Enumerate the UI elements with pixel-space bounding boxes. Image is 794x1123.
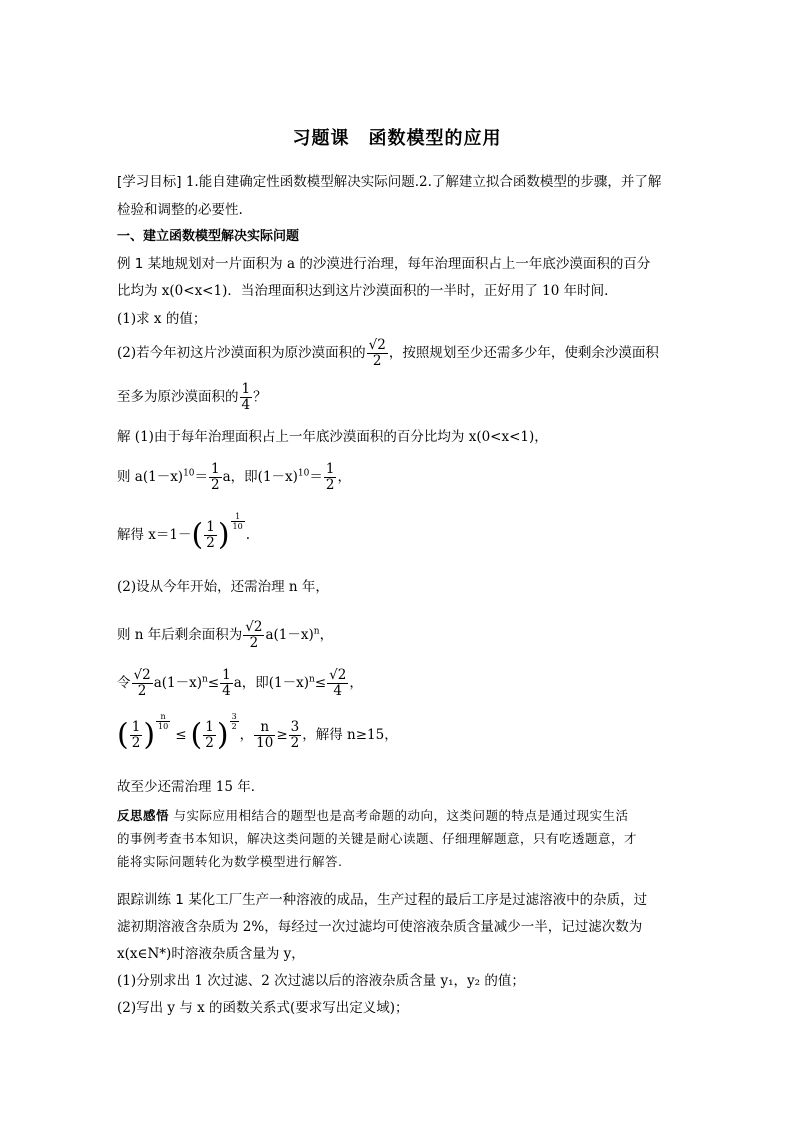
example-1-line-2: 比均为 x(0<x<1)．当治理面积达到这片沙漠面积的一半时，正好用了 10 年时间. [117,283,609,299]
exponent-10: 10 [297,468,310,479]
fraction-root2-over-2 [132,668,153,699]
solution-line-1 [117,428,548,446]
leq-sign: ≤ [314,675,327,691]
period: . [245,527,251,543]
fraction-root2-over-2 [243,620,264,651]
learning-goals-line-1 [117,173,661,191]
fraction-denominator: 2 [131,735,141,751]
reflection-line-2: 的事例考查书本知识，解决这类问题的关键是耐心读题、仔细理解题意，只有吃透题意，才 [117,831,638,846]
fraction-numerator: 3 [231,711,237,721]
fraction-numerator: 3 [290,719,300,735]
practice-1-label: 跟踪训练 1 [117,892,184,908]
solution-text-6a: 令 [117,675,131,691]
comma: ， [239,727,254,743]
fraction-numerator: n [156,712,170,722]
fraction-numerator: 1 [241,381,251,397]
practice-1-line-3: x(x∈N*)时溶液杂质含量为 y， [117,946,305,962]
comma: ， [319,627,334,643]
exponent-n-over-10 [156,712,170,731]
question-2-text-c: 至多为原沙漠面积的 [117,389,239,405]
exponent-1-over-10 [231,512,245,531]
fraction-1-over-4 [220,668,233,699]
geq-sign: ≥ [276,727,288,743]
fraction-denominator: 2 [206,535,215,551]
fraction-denominator: 10 [158,721,169,731]
solution-line-6 [117,668,363,699]
fraction-root2-over-4 [327,668,348,699]
reflection-block [117,804,677,873]
fraction-denominator: 2 [137,683,147,699]
reflection-line-1 [117,804,677,827]
fraction-1-over-2 [209,462,222,493]
fraction-1-over-2 [130,720,143,751]
section-heading-1: 一、建立函数模型解决实际问题 [117,229,300,244]
fraction-numerator: 1 [222,667,231,683]
solution-line-2 [117,462,351,493]
question-2-text-b: ，按照规划至少还需多少年，使剩余沙漠面积 [388,345,659,361]
practice-1-line-1 [117,891,647,909]
left-paren: ( [117,717,129,753]
fraction-3-over-2 [289,720,302,751]
practice-1-text-1: 某化工厂生产一种溶液的成品，生产过程的最后工序是过滤溶液中的杂质，过 [188,892,648,908]
right-paren: ) [143,717,156,753]
fraction-denominator: 2 [290,735,300,751]
example-1-line-1 [117,255,650,273]
leq-sign: ≤ [175,727,187,743]
fraction-numerator: 1 [205,719,214,735]
fraction-denominator: 4 [333,683,342,699]
fraction-numerator: 1 [231,512,245,522]
fraction-denominator: 4 [222,683,231,699]
page-title: 习题课 函数模型的应用 [292,128,502,149]
fraction-denominator: 10 [232,521,243,531]
fraction-n-over-10 [254,720,275,751]
solution-conclusion: 故至少还需治理 15 年． [117,779,265,795]
right-paren: ) [217,517,230,553]
solution-line-4: (2)设从今年开始，还需治理 n 年， [117,579,329,595]
reflection-line-3: 能将实际问题转化为数学模型进行解答. [117,854,343,869]
left-paren: ( [190,717,203,753]
solution-text-3a: 解得 x＝1－ [117,527,192,543]
solution-line-7 [117,711,398,753]
fraction-1-over-2 [324,462,337,493]
fraction-denominator: 10 [256,735,274,751]
fraction-denominator: 2 [231,721,237,731]
solution-label: 解 [117,429,131,445]
example-1-text-1: 某地规划对一片面积为 a 的沙漠进行治理，每年治理面积占上一年底沙漠面积的百分 [147,256,651,272]
example-1-question-2-line-2 [117,382,267,413]
solution-text-2c: a，即(1－x) [222,469,298,485]
question-2-text-a: (2)若今年初这片沙漠面积为原沙漠面积的 [117,345,366,361]
practice-1-line-2: 滤初期溶液含杂质为 2%，每经过一次过滤均可使溶液杂质含量减少一半，记过滤次数为 [117,919,643,935]
fraction-denominator: 2 [205,735,214,751]
fraction-denominator: 2 [249,635,259,651]
fraction-denominator: 2 [325,477,335,493]
example-1-question-1: (1)求 x 的值； [117,311,207,327]
fraction-numerator: n [254,720,275,736]
question-2-text-d: ？ [253,389,267,405]
solution-line-3 [117,511,251,553]
fraction-numerator: 1 [325,461,335,477]
exponent-n: n [202,674,208,685]
example-1-question-2-line-1 [117,338,659,369]
learning-goals-label: [学习目标] [117,174,182,190]
learning-goals-line-2: 检验和调整的必要性. [117,202,243,218]
exponent-n: n [309,674,315,685]
solution-text-1: (1)由于每年治理面积占上一年底沙漠面积的百分比均为 x(0<x<1)， [134,429,548,445]
fraction-1-over-4 [240,382,253,413]
fraction-denominator: 2 [211,477,220,493]
solution-text-5a: 则 n 年后剩余面积为 [117,627,243,643]
fraction-numerator: √2 [133,667,151,683]
equals-sign: ＝ [194,469,209,485]
fraction-denominator: 4 [241,397,251,413]
equals-sign: ＝ [309,469,323,485]
practice-1-question-1: (1)分别求出 1 次过滤、2 次过滤以后的溶液杂质含量 y₁，y₂ 的值； [117,973,525,989]
solution-text-5b: a(1－x) [265,627,314,643]
exponent-10: 10 [183,468,195,479]
solution-text-6d: a，即(1－x) [233,675,309,691]
fraction-numerator: 1 [211,461,220,477]
fraction-denominator: 2 [372,353,382,369]
solution-text-2a: 则 a(1－x) [117,469,184,485]
right-paren: ) [216,717,229,753]
fraction-numerator: 1 [206,519,215,535]
left-paren: ( [191,517,204,553]
example-1-label: 例 1 [117,256,144,272]
solution-text-7d: ，解得 n≥15， [302,727,398,743]
comma: ， [349,675,363,691]
reflection-text-1: 与实际应用相结合的题型也是高考命题的动向，这类问题的特点是通过现实生活 [173,808,629,823]
exponent-3-over-2 [230,712,239,731]
fraction-1-over-2 [204,520,217,551]
learning-goals-text-1: 1.能自建确定性函数模型解决实际问题.2.了解建立拟合函数模型的步骤，并了解 [185,174,662,190]
fraction-numerator: √2 [368,337,386,353]
practice-1-question-2: (2)写出 y 与 x 的函数关系式(要求写出定义域)； [117,1000,409,1016]
fraction-numerator: √2 [245,619,263,635]
reflection-label: 反思感悟 [117,808,170,823]
fraction-numerator: √2 [329,667,347,683]
fraction-numerator: 1 [131,719,141,735]
exponent-n: n [313,626,320,637]
comma: ， [337,469,351,485]
solution-line-5 [117,620,333,651]
leq-sign: ≤ [207,675,220,691]
fraction-root2-over-2 [367,338,388,369]
fraction-1-over-2 [203,720,216,751]
solution-text-6b: a(1－x) [153,675,202,691]
